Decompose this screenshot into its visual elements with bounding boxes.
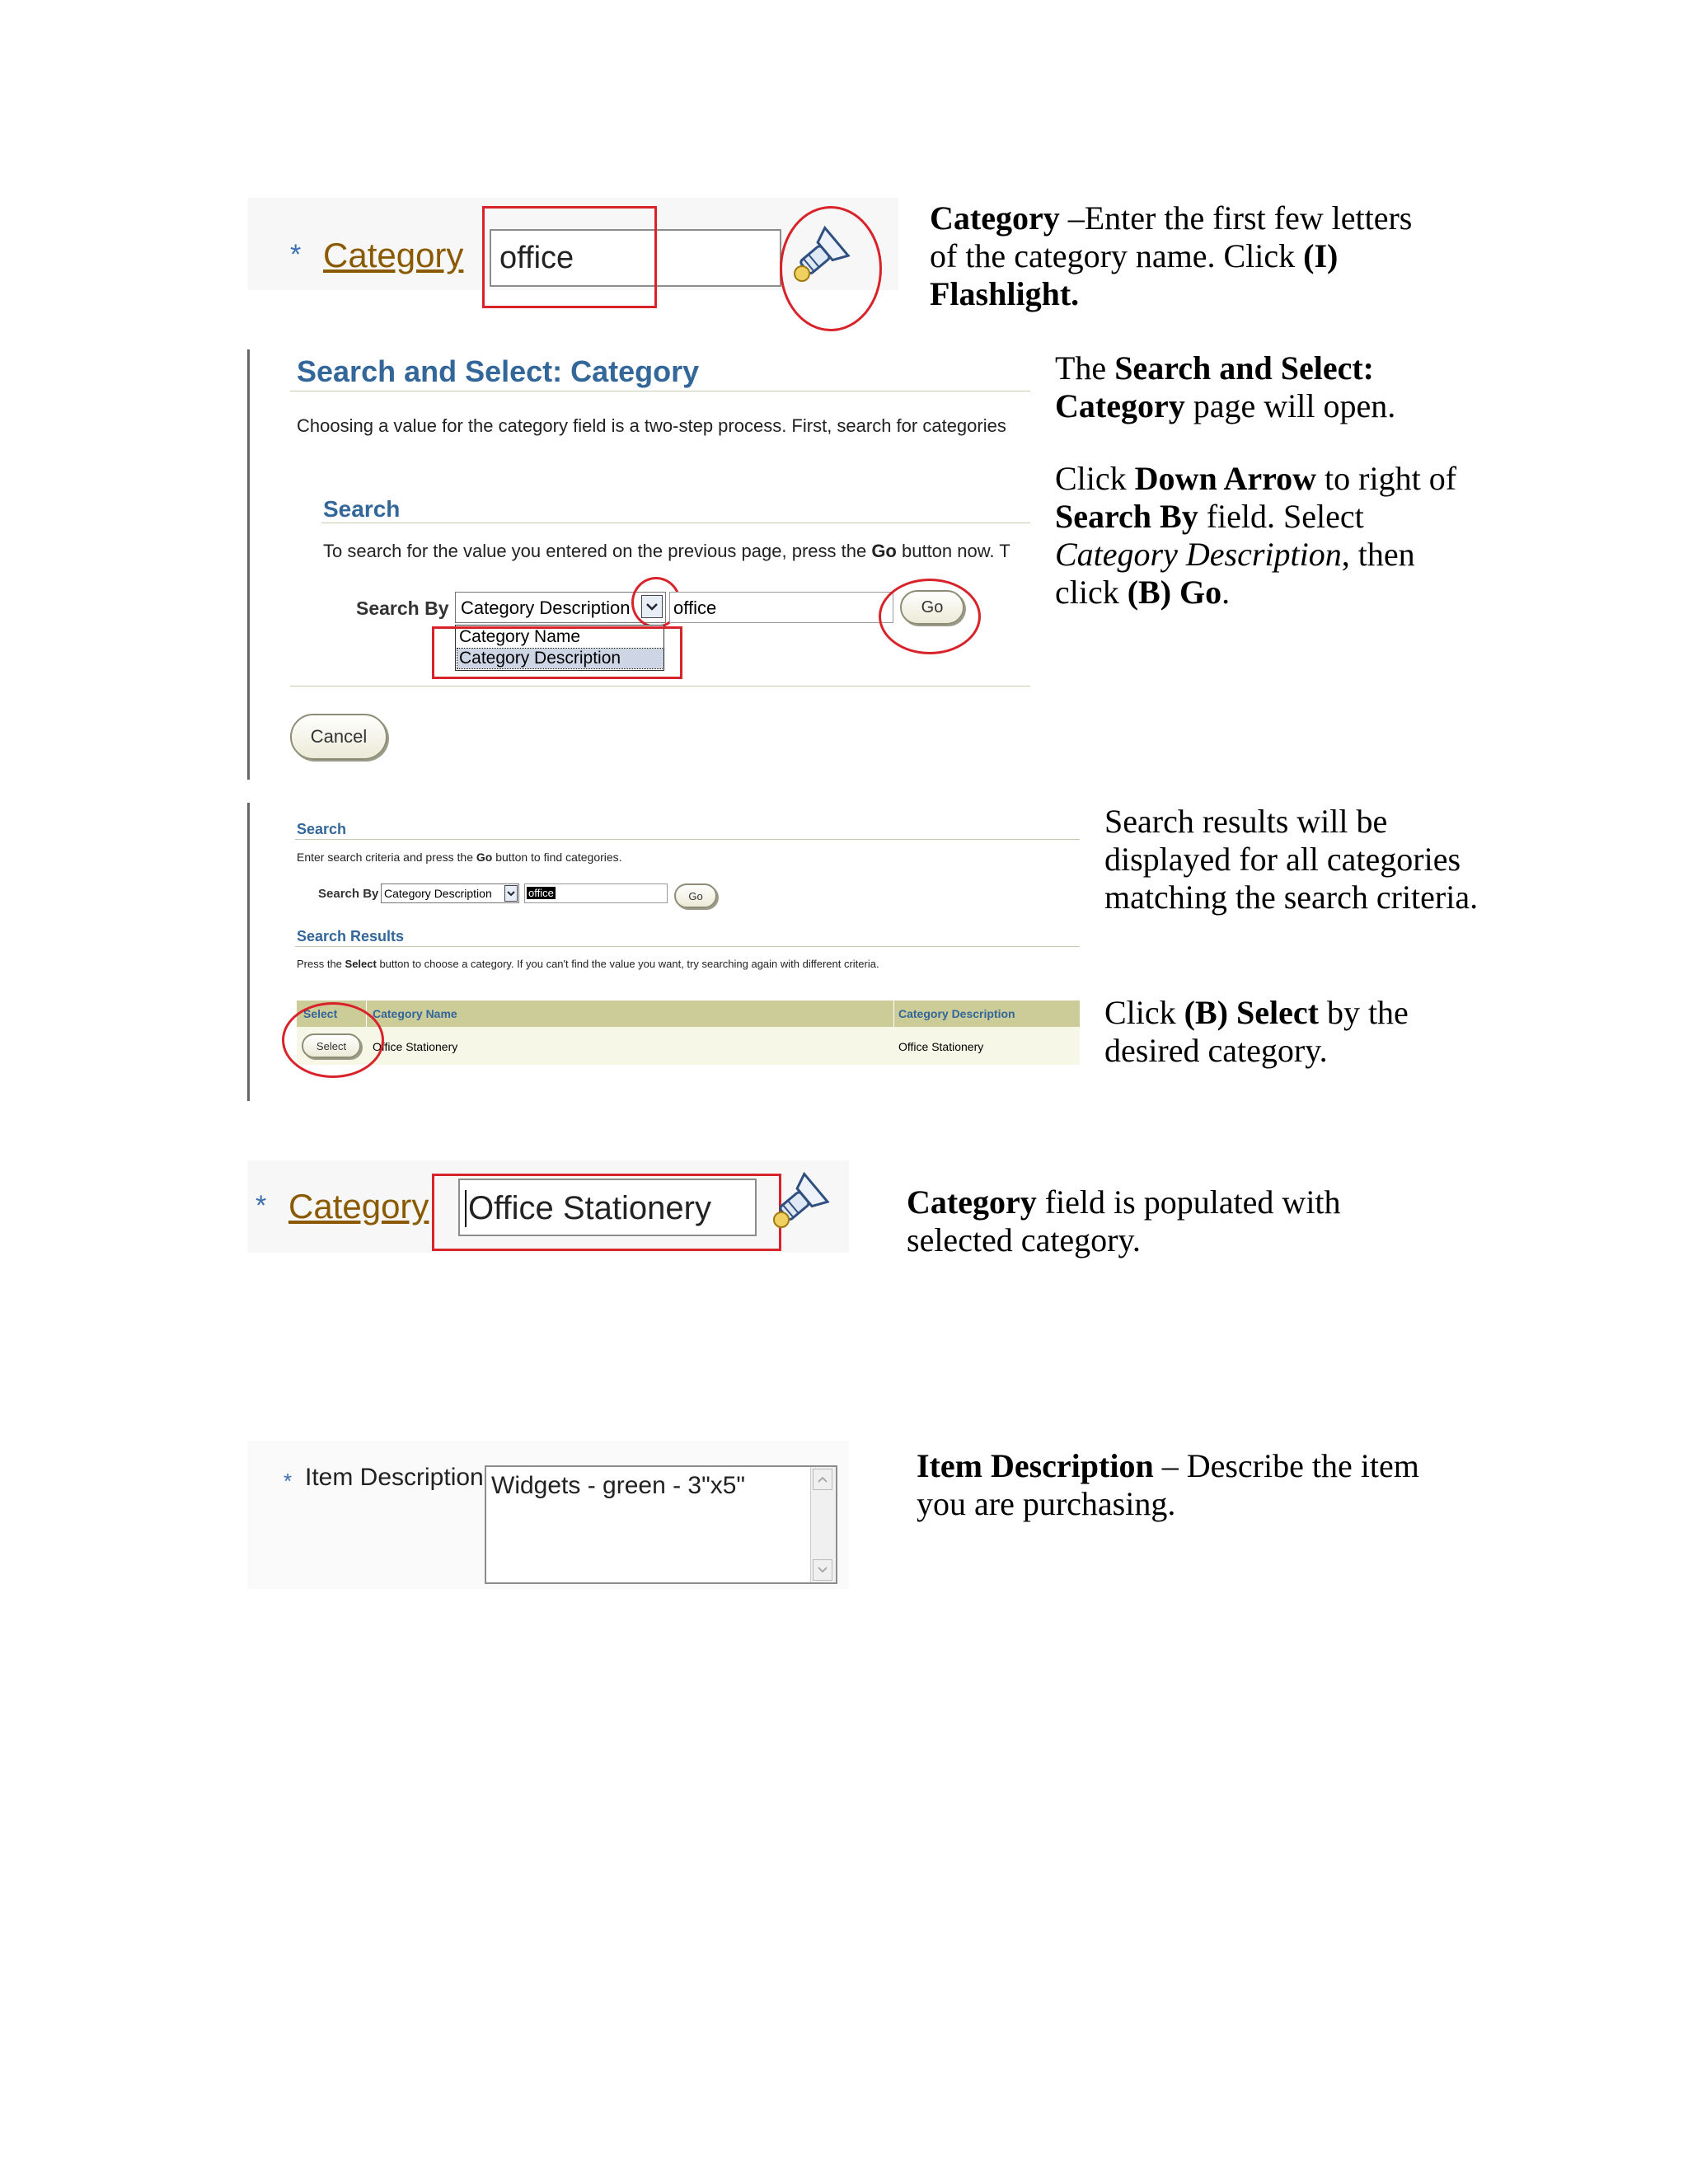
highlight-box — [432, 626, 682, 679]
divider — [295, 839, 1080, 840]
required-mark: * — [284, 1469, 293, 1493]
step3-note-2: Click (B) Select by the desired category. — [1104, 994, 1409, 1069]
category-input-value: Office Stationery — [465, 1190, 711, 1227]
search-by-select-value: Category Description — [461, 598, 631, 618]
step5-note: Item Description – Describe the item you are purchasing. — [917, 1447, 1419, 1522]
select-button[interactable]: Select — [302, 1033, 361, 1058]
search-value: office — [528, 887, 554, 899]
item-description-label: Item Description — [305, 1464, 484, 1491]
row-category-description: Office Stationery — [898, 1040, 984, 1053]
chevron-down-icon[interactable] — [504, 885, 518, 902]
search-by-select[interactable] — [381, 883, 519, 903]
highlight-circle — [780, 206, 882, 331]
step4-note: Category field is populated with selected category. — [907, 1183, 1341, 1258]
step2-note-1: The Search and Select: Category page will open. — [1055, 349, 1396, 424]
scroll-up-icon[interactable] — [813, 1469, 832, 1490]
step2-note-2: Click Down Arrow to right of Search By field. Select Category Description, then click (B) Go. — [1055, 460, 1457, 611]
go-button[interactable]: Go — [900, 590, 964, 625]
category-input-value: office — [499, 241, 574, 275]
col-select: Select — [303, 1007, 338, 1020]
divider — [295, 946, 1080, 947]
search-by-label: Search By — [356, 598, 449, 619]
required-mark: * — [256, 1190, 267, 1221]
search-hint: Enter search criteria and press the Go button to find categories. — [297, 851, 622, 864]
table-row — [297, 1027, 1080, 1065]
option-category-name[interactable]: Category Name — [459, 627, 581, 646]
flashlight-icon[interactable] — [767, 1169, 832, 1235]
highlight-box — [482, 206, 657, 308]
cancel-button[interactable]: Cancel — [290, 714, 387, 760]
col-category-name: Category Name — [373, 1007, 457, 1020]
results-hint: Press the Select button to choose a category. If you can't find the value you want, try searching again with different criteria. — [297, 958, 879, 970]
search-hint: To search for the value you entered on the previous page, press the Go button now. T — [323, 541, 1010, 561]
page-title: Search and Select: Category — [297, 354, 700, 388]
scroll-down-icon[interactable] — [813, 1559, 832, 1581]
col-category-description: Category Description — [898, 1007, 1015, 1020]
step2-left-rule — [247, 349, 250, 780]
search-heading: Search — [297, 821, 347, 837]
option-category-description[interactable]: Category Description — [457, 649, 663, 668]
highlight-circle — [282, 1002, 384, 1078]
search-by-select-value: Category Description — [384, 887, 492, 900]
item-description-value: Widgets - green - 3"x5" — [491, 1472, 746, 1499]
highlight-box — [432, 1174, 781, 1251]
category-label[interactable]: Category — [323, 236, 464, 274]
results-table-header — [297, 1001, 1080, 1027]
row-category-name: Office Stationery — [373, 1040, 458, 1053]
item-description-textarea[interactable] — [485, 1465, 837, 1584]
step3-left-rule — [247, 803, 250, 1101]
go-button[interactable]: Go — [674, 883, 717, 908]
highlight-circle — [879, 579, 981, 654]
results-heading: Search Results — [297, 928, 405, 944]
intro-text: Choosing a value for the category field is a two-step process. First, search for categories — [297, 415, 1006, 436]
search-heading: Search — [323, 496, 401, 522]
category-label[interactable]: Category — [288, 1187, 429, 1226]
search-value-input[interactable] — [669, 592, 893, 623]
search-by-label: Search By — [318, 887, 379, 901]
step3-note-1: Search results will be displayed for all categories matching the search criteria. — [1104, 803, 1479, 916]
search-value-input[interactable] — [524, 883, 668, 903]
search-value: office — [673, 598, 717, 618]
required-mark: * — [290, 239, 302, 270]
divider — [290, 686, 1030, 687]
step1-note: Category –Enter the first few letters of the category name. Click (I) Flashlight. — [930, 199, 1413, 312]
textarea-scrollbar[interactable] — [810, 1467, 836, 1582]
col-divider — [893, 1001, 894, 1027]
